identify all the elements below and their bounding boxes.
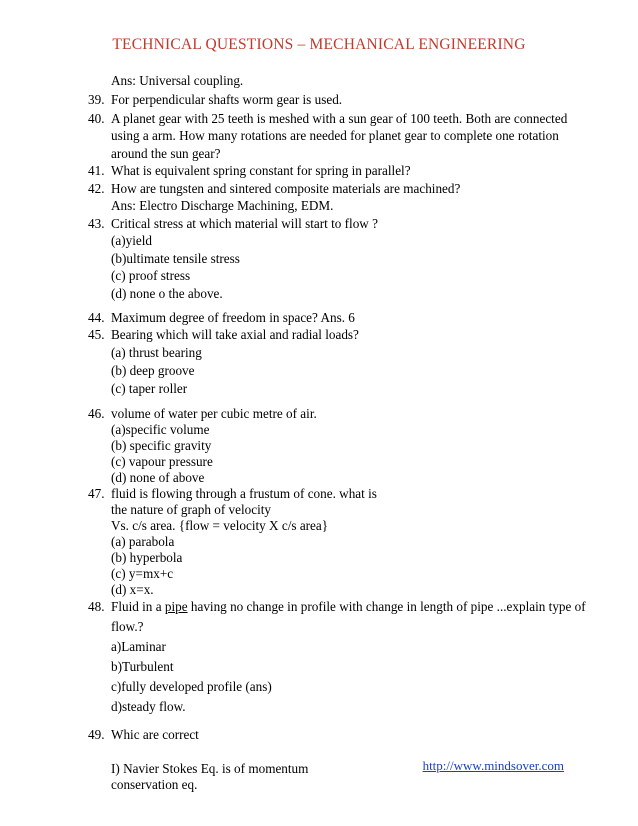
question-48-text-start: Fluid in a <box>111 599 165 614</box>
pipe-link[interactable]: pipe <box>164 599 188 614</box>
question-48-text-end: having no change in profile with change in length of pipe ...explain type of <box>187 599 586 614</box>
footer-link[interactable]: http://www.mindsover.com <box>422 758 564 773</box>
page-title: TECHNICAL QUESTIONS – MECHANICAL ENGINEERING <box>112 36 526 53</box>
